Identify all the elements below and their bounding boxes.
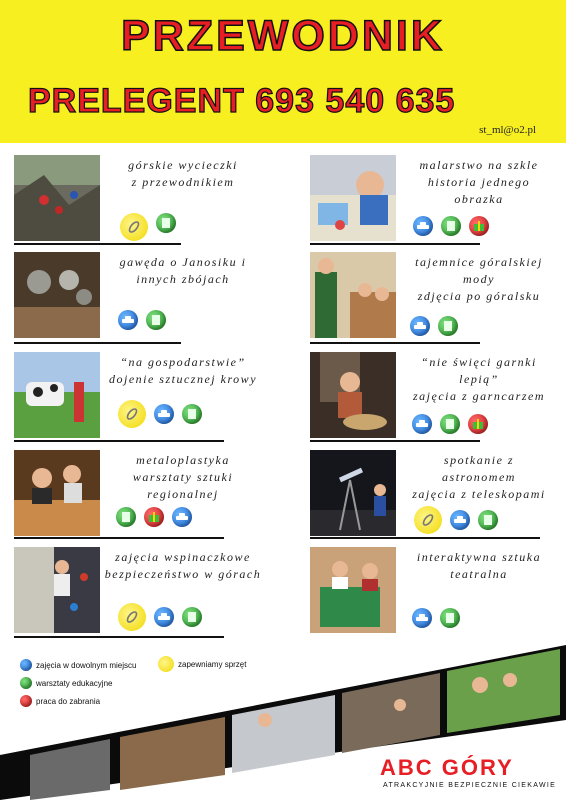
offer-card-pottery <box>310 352 560 444</box>
contact-email: st_ml@o2.pl <box>479 124 536 136</box>
photo-telescopes <box>310 450 396 536</box>
card-line: lepią” <box>459 372 499 386</box>
gift-icon <box>469 216 489 236</box>
book-icon <box>182 607 202 627</box>
card-line: interaktywna sztuka <box>416 550 542 564</box>
divider <box>310 342 480 344</box>
rope-icon <box>120 213 148 241</box>
card-line: obrazka <box>454 192 504 206</box>
card-description <box>400 157 558 208</box>
card-line: warsztaty sztuki <box>132 470 234 484</box>
offer-card-metalwork <box>14 450 264 542</box>
book-icon <box>440 414 460 434</box>
card-icons <box>414 506 498 534</box>
gift-icon <box>20 695 32 707</box>
card-icons <box>116 507 192 527</box>
card-line: bezpieczeństwo w górach <box>104 567 262 581</box>
book-icon <box>156 213 176 233</box>
book-icon <box>182 404 202 424</box>
card-description <box>400 452 558 503</box>
card-line: malarstwo na szkle <box>419 158 539 172</box>
card-line: z przewodnikiem <box>131 175 235 189</box>
offer-card-highlander-fashion <box>310 252 560 344</box>
rope-icon <box>158 656 174 672</box>
offer-card-janosik-story <box>14 252 264 344</box>
card-line: metaloplastyka <box>136 453 230 467</box>
book-icon <box>116 507 136 527</box>
book-icon <box>478 510 498 530</box>
card-icons <box>118 310 166 330</box>
offer-card-glass-painting <box>310 155 560 247</box>
divider <box>310 537 540 539</box>
divider <box>310 440 480 442</box>
legend-label: warsztaty edukacyjne <box>36 678 113 688</box>
photo-painting <box>310 155 396 241</box>
card-line: zajęcia z garncarzem <box>413 389 545 403</box>
gift-icon <box>144 507 164 527</box>
rope-icon <box>118 400 146 428</box>
card-line: zdjęcia po góralsku <box>417 289 541 303</box>
offer-card-astronomy <box>310 450 560 542</box>
card-description <box>400 354 558 405</box>
book-icon <box>438 316 458 336</box>
offer-card-mountain-trips <box>14 155 264 247</box>
page-title: PRZEWODNIK <box>121 12 445 60</box>
card-icons <box>412 414 488 434</box>
card-line: spotkanie z <box>443 453 515 467</box>
photo-climbing-wall <box>14 547 100 633</box>
card-line: mody <box>463 272 495 286</box>
legend-car <box>20 659 136 671</box>
card-icons <box>118 400 202 428</box>
car-icon <box>154 607 174 627</box>
page-subtitle: PRELEGENT 693 540 635 <box>28 82 456 120</box>
car-icon <box>20 659 32 671</box>
divider <box>14 243 181 245</box>
photo-metalwork <box>14 450 100 536</box>
car-icon <box>410 316 430 336</box>
photo-cow <box>14 352 100 438</box>
card-line: “nie święci garnki <box>421 355 537 369</box>
book-icon <box>441 216 461 236</box>
card-line: dojenie sztucznej krowy <box>108 372 258 386</box>
divider <box>14 342 181 344</box>
card-description <box>104 452 262 503</box>
card-line: tajemnice góralskiej <box>415 255 543 269</box>
offer-card-farm <box>14 352 264 444</box>
legend-label: zajęcia w dowolnym miejscu <box>36 660 137 670</box>
card-description <box>400 549 558 583</box>
card-line: zajęcia wspinaczkowe <box>115 550 251 564</box>
legend-label: praca do zabrania <box>36 696 101 706</box>
legend-gift <box>20 695 100 707</box>
card-line: regionalnej <box>147 487 219 501</box>
legend-rope <box>158 656 246 672</box>
card-line: górskie wycieczki <box>128 158 238 172</box>
card-line: innych zbójach <box>136 272 230 286</box>
photo-theatre <box>310 547 396 633</box>
card-line: “na gospodarstwie” <box>120 355 246 369</box>
photo-pottery <box>310 352 396 438</box>
car-icon <box>154 404 174 424</box>
brand-tagline: ATRAKCYJNIE BEZPIECZNIE CIEKAWIE <box>383 782 557 789</box>
gift-icon <box>468 414 488 434</box>
legend-book <box>20 677 112 689</box>
card-description <box>104 157 262 191</box>
card-line: zajęcia z teleskopami <box>412 487 546 501</box>
photo-climbers <box>14 155 100 241</box>
brand-logo: ABC GÓRY <box>380 755 514 780</box>
car-icon <box>413 216 433 236</box>
card-line: teatralna <box>450 567 508 581</box>
card-line: astronomem <box>442 470 516 484</box>
book-icon <box>20 677 32 689</box>
photo-bells <box>14 252 100 338</box>
card-icons <box>413 216 489 236</box>
divider <box>310 243 480 245</box>
card-description <box>104 254 262 288</box>
car-icon <box>172 507 192 527</box>
car-icon <box>118 310 138 330</box>
legend-label: zapewniamy sprzęt <box>178 659 247 669</box>
rope-icon <box>414 506 442 534</box>
card-description <box>104 354 262 388</box>
book-icon <box>146 310 166 330</box>
card-description <box>104 549 262 583</box>
divider <box>14 440 224 442</box>
photo-costumes <box>310 252 396 338</box>
divider <box>14 537 224 539</box>
card-icons <box>410 316 458 336</box>
header-banner <box>0 0 566 143</box>
car-icon <box>450 510 470 530</box>
card-description <box>400 254 558 305</box>
card-line: gawęda o Janosiku i <box>119 255 247 269</box>
card-icons <box>120 213 176 241</box>
card-line: historia jednego <box>427 175 531 189</box>
car-icon <box>412 414 432 434</box>
